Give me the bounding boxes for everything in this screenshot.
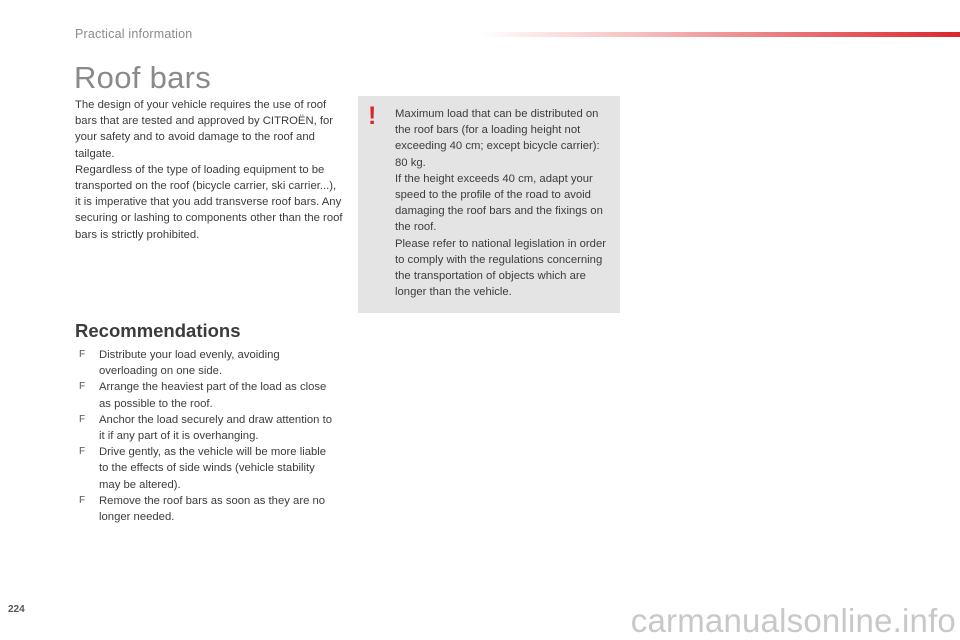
list-item-text: Arrange the heaviest part of the load as close as possible to the roof. [99, 381, 327, 410]
intro-paragraph: The design of your vehicle requires the use of roof bars that are tested and approved by CITROËN, for your safety and to avoid damage to the roof and tailgate. [75, 99, 334, 160]
intro-text [75, 97, 343, 243]
list-item [75, 347, 335, 379]
recommendations-list [75, 347, 335, 525]
list-item [75, 444, 335, 493]
warning-exclamation-icon: ! [368, 102, 377, 130]
warning-paragraph: If the height exceeds 40 cm, adapt your speed to the profile of the road to avoid damaging the roof bars and the fixings on the roof. [395, 172, 603, 234]
page-title: Roof bars [74, 60, 212, 95]
bullet-icon: F [79, 446, 86, 458]
warning-text [395, 106, 615, 300]
warning-box [358, 96, 620, 313]
list-item-text: Distribute your load evenly, avoiding overloading on one side. [99, 349, 280, 378]
header-accent-rule [480, 32, 960, 37]
list-item [75, 493, 335, 525]
list-item [75, 379, 335, 411]
intro-paragraph: Regardless of the type of loading equipment to be transported on the roof (bicycle carrier, ski carrier...), it is imperative that you add transverse roof bars. Any securing or lashing to components other than the roof bars is strictly prohibited. [75, 163, 343, 241]
warning-paragraph: Maximum load that can be distributed on the roof bars (for a loading height not exceeding 40 cm; except bicycle carrier): 80 kg. [395, 108, 600, 169]
list-item-text: Anchor the load securely and draw attention to it if any part of it is overhanging. [99, 413, 332, 443]
list-item-text: Drive gently, as the vehicle will be more liable to the effects of side winds (vehicle stability may be altered). [99, 446, 327, 491]
bullet-icon: F [79, 381, 86, 393]
watermark: carmanualsonline.info [630, 602, 956, 639]
bullet-icon: F [79, 494, 86, 506]
bullet-icon: F [79, 349, 86, 360]
bullet-icon: F [79, 413, 86, 425]
recommendations-title: Recommendations [75, 320, 241, 341]
list-item-text: Remove the roof bars as soon as they are no longer needed. [99, 494, 326, 524]
warning-paragraph: Please refer to national legislation in order to comply with the regulations concerning the transportation of objects which are longer than the vehicle. [395, 237, 607, 299]
section-header: Practical information [75, 27, 193, 41]
list-item [75, 412, 335, 444]
page-number: 224 [8, 604, 25, 615]
